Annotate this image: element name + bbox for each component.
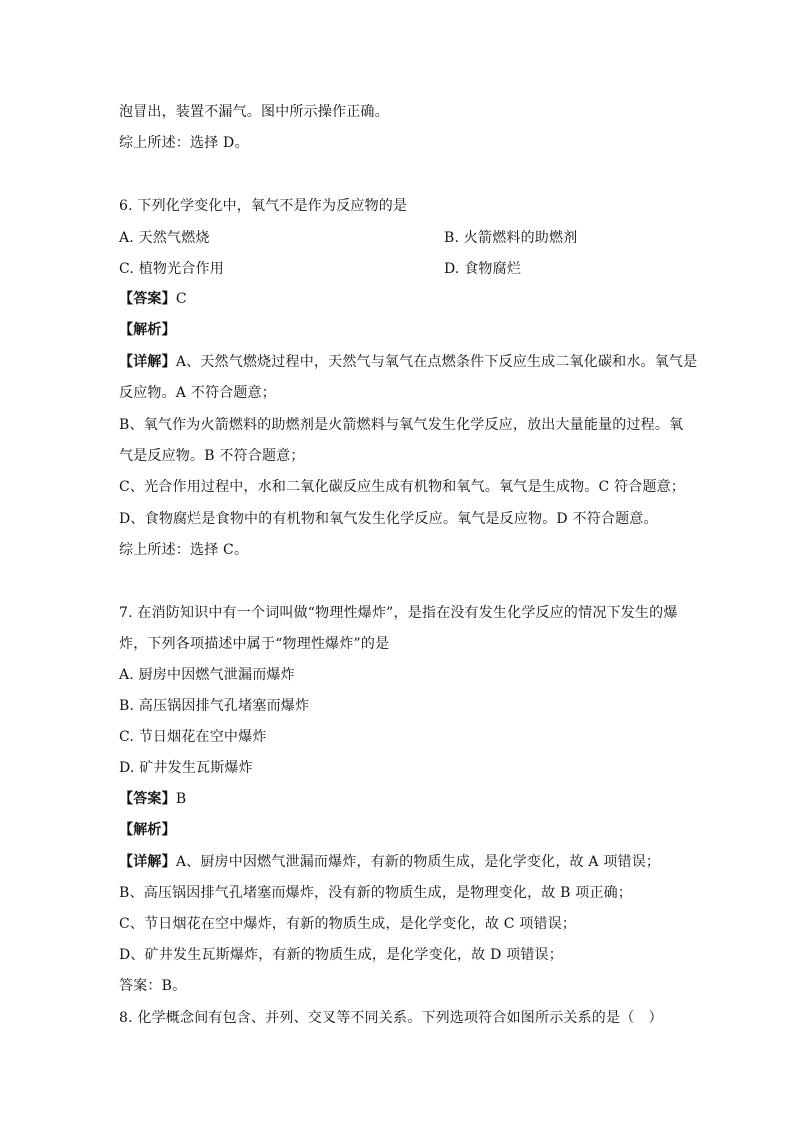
answer-value: B — [175, 791, 187, 807]
question-6-summary: 综上所述：选择 C。 — [119, 542, 249, 558]
question-6-stem: 6. 下列化学变化中，氧气不是作为反应物的是 — [119, 198, 408, 214]
question-8-stem: 8. 化学概念间有包含、并列、交叉等不同关系。下列选项符合如图所示关系的是（ ） — [119, 1010, 663, 1026]
question-7-answer — [119, 790, 186, 808]
text-line: B、氧气作为火箭燃料的助燃剂是火箭燃料与氧气发生化学反应，放出大量能量的过程。氧 — [119, 417, 684, 433]
question-6-option-b: B. 火箭燃料的助燃剂 — [444, 230, 578, 246]
answer-tag: 【答案】 — [119, 791, 176, 807]
question-7-stem-cont: 炸，下列各项描述中属于“物理性爆炸”的是 — [119, 636, 390, 652]
text-line: 气是反应物。B 不符合题意； — [119, 448, 305, 464]
answer-tag: 【答案】 — [119, 291, 176, 307]
question-7-explanation — [119, 853, 660, 871]
question-7-option-d: D. 矿井发生瓦斯爆炸 — [119, 760, 253, 776]
detail-tag: 【详解】 — [119, 354, 176, 370]
analysis-tag: 【解析】 — [119, 822, 176, 838]
question-6-option-a: A. 天然气燃烧 — [119, 230, 210, 246]
text-line: 反应物。A 不符合题意； — [119, 385, 276, 401]
text-line: 综上所述：选择 D。 — [119, 135, 249, 151]
text-line: C、节日烟花在空中爆炸，有新的物质生成，是化学变化，故 C 项错误； — [119, 916, 577, 932]
question-6-answer — [119, 290, 187, 308]
question-7-stem: 7. 在消防知识中有一个词叫做“物理性爆炸”，是指在没有发生化学反应的情况下发生的爆 — [119, 605, 678, 621]
text-line: 泡冒出，装置不漏气。图中所示操作正确。 — [119, 104, 389, 120]
text-line: C、光合作用过程中，水和二氧化碳反应生成有机物和氧气。氧气是生成物。C 符合题意； — [119, 479, 686, 495]
explanation-text: A、天然气燃烧过程中，天然气与氧气在点燃条件下反应生成二氧化碳和水。氧气是 — [175, 354, 698, 370]
text-line: D、矿井发生瓦斯爆炸，有新的物质生成，是化学变化，故 D 项错误； — [119, 947, 563, 963]
detail-tag: 【详解】 — [119, 854, 176, 870]
explanation-text: A、厨房中因燃气泄漏而爆炸，有新的物质生成，是化学变化，故 A 项错误； — [175, 854, 661, 870]
question-7-option-c: C. 节日烟花在空中爆炸 — [119, 729, 267, 745]
question-7-final-answer: 答案：B。 — [119, 978, 187, 994]
analysis-tag: 【解析】 — [119, 322, 176, 338]
question-6-explanation — [119, 353, 697, 371]
question-6-option-c: C. 植物光合作用 — [119, 261, 224, 277]
text-line: D、食物腐烂是食物中的有机物和氧气发生化学反应。氧气是反应物。D 不符合题意。 — [119, 511, 658, 527]
question-6-option-d: D. 食物腐烂 — [444, 261, 522, 277]
question-7-option-b: B. 高压锅因排气孔堵塞而爆炸 — [119, 698, 310, 714]
question-7-option-a: A. 厨房中因燃气泄漏而爆炸 — [119, 667, 295, 683]
text-line: B、高压锅因排气孔堵塞而爆炸，没有新的物质生成，是物理变化，故 B 项正确； — [119, 885, 633, 901]
answer-value: C — [175, 291, 187, 307]
